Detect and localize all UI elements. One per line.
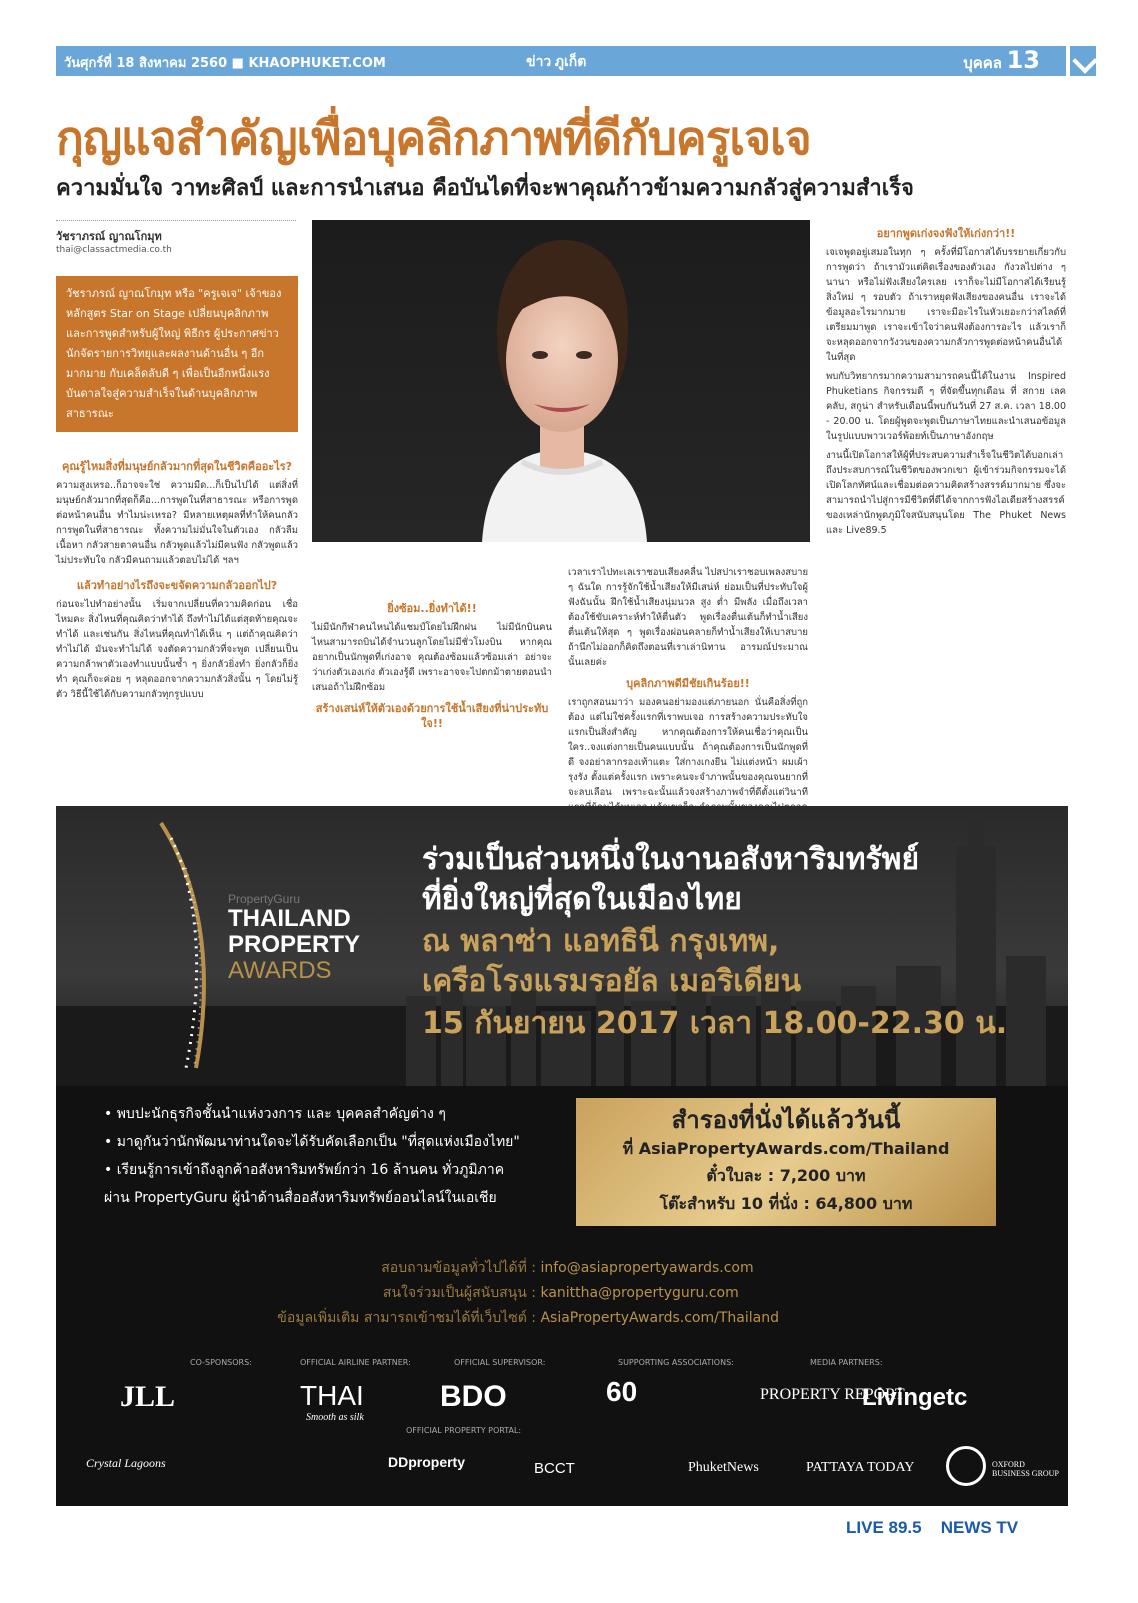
byline [56,220,296,255]
question-heading: อยากพูดเก่งจงฟังให้เก่งกว่า!! [876,227,1016,240]
awards-logo-line-2: PROPERTY [228,931,361,958]
contact-row [256,1256,956,1281]
page-header-bar [56,46,1066,76]
advert-venue-1: ณ พลาซ่า แอทธินี กรุงเทพ, [422,924,780,959]
author-email: thai@classactmedia.co.th [56,245,172,255]
media-partners-label: MEDIA PARTNERS: [810,1358,883,1367]
author-name: วัชราภรณ์ ญาณโกมุท [56,230,162,243]
advert-headline-1: ร่วมเป็นส่วนหนึ่งในงานอสังหาริมทรัพย์ [422,842,920,877]
phuket-news-logo: PhuketNews [688,1460,759,1475]
contact-row [256,1281,956,1306]
advert-bullet: • เรียนรู้การเข้าถึงลูกค้าอสังหาริมทรัพย์กว่า 16 ล้านคน ทั่วภูมิภาค [104,1162,505,1178]
article-column-2 [312,565,552,785]
property-report-logo: PROPERTY REPORT [760,1386,905,1403]
news-tv-logo: NEWS TV [940,1518,1019,1537]
live-radio-logo: LIVE 89.5 [846,1518,922,1537]
contact-email[interactable]: kanittha@propertyguru.com [540,1285,739,1301]
oxford-business-group-logo: OXFORD BUSINESS GROUP [992,1460,1059,1478]
article-subheadline: ความมั่นใจ วาทะศิลป์ และการนำเสนอ คือบันไดที่จะพาคุณก้าวข้ามความกลัวสู่ความสำเร็จ [56,176,914,201]
booking-url[interactable]: ที่ AsiaPropertyAwards.com/Thailand [622,1139,950,1158]
question-heading: บุคลิกภาพดีมีชัยเกินร้อย!! [626,677,750,690]
question-heading: แล้วทำอย่างไรถึงจะขจัดความกลัวออกไป? [76,579,278,592]
contact-label: ข้อมูลเพิ่มเติม สามารถเข้าชมได้ที่เว็บไซต์ : [277,1310,536,1326]
corner-arrow-icon [1070,46,1096,76]
question-heading: สร้างเสน่ห์ให้ตัวเองด้วยการใช้น้ำเสียงที่น่าประทับใจ!! [315,702,549,730]
paragraph: ไม่มีนักกีฬาคนไหนได้แชมป์โดยไม่ฝึกฝน ไม่มีนักบินคนไหนสามารถบินได้จำนวนลูกโดยไม่มีชั่วโมงบิน หากคุณอยากเป็นนักพูดที่เก่งอาจ คุณต้องซ้อมแล้วซ้อมเล่า อย่าจะว่าเก่งตัวเองเก่ง ตัวเองรู้ดี เพราะอาจจะไปตกม้าตายตอนนำเสนอถ้าไม่ฝึกซ้อม [312,622,552,693]
paragraph: เวลาเราไปทะเลเราชอบเสียงคลื่น ไปสปาเราชอบเพลงสบาย ๆ ฉันใด การรู้จักใช้น้ำเสียงให้มีเสน่ห์ ย่อมเป็นที่ประทับใจผู้ฟังฉันนั้น ฝึกใช้น้ำเสียงนุ่มนวล สูง ต่ำ มีพลัง เมื่อถึงเวลาต้องใช้ขับเคราะห์ทำให้ตื่นตัว พูดเรื่องตื่นเต้นก็ทำน้ำเสียงตื่นเต้นให้สุด ๆ พูดเรื่องผ่อนคลายก็ทำน้ำเสียงให้เบาสบาย ถ้านึกไม่ออกก็คิดถึงตอนที่เราเล่านิทาน อารมณ์ประมาณนั้นเลยค่ะ [568,567,809,668]
contact-row [256,1306,956,1331]
awards-logo-line-1: THAILAND [228,905,351,932]
article-column-1 [56,455,298,785]
article-headline: กุญแจสำคัญเพื่อบุคลิกภาพที่ดีกับครูเจเจ [56,111,811,165]
contact-label: สอบถามข้อมูลทั่วไปได้ที่ : [381,1260,536,1276]
masthead-logo: ข่าว ภูเก็ต [526,55,587,70]
issue-date: วันศุกร์ที่ 18 สิงหาคม 2560 ■ KHAOPHUKET.COM [64,56,386,71]
awards-logo-text [228,892,361,984]
advert-date: 15 กันยายน 2017 เวลา 18.00-22.30 น. [422,1006,1008,1041]
paragraph: เจเจพูดอยู่เสมอในทุก ๆ ครั้งที่มีโอกาสได้บรรยายเกี่ยวกับการพูดว่า ถ้าเรามัวแต่คิดเรื่องของตัวเอง กังวลไปต่าง ๆ นานา หรือไม่ฟังเสียงใครเลย เราก็จะไม่มีโอกาสได้เรียนรู้สิ่งใหม่ ๆ รอบตัว ถ้าเราหยุดฟังเสียงของคนอื่น เราจะได้ข้อมูลอะไรมากมาย เราจะมีอะไรในหัวเยอะกว่าสไลด์ที่เตรียมมาพูด เราจะเข้าใจว่าคนฟังต้องการอะไร แล้วเราก็จะหลุดออกจากวังวนของความกลัวการพูดต่อหน้าคนอื่นได้ในที่สุด [826,247,1066,363]
advert-bullet: • พบปะนักธุรกิจชั้นนำแห่งวงการ และ บุคคลสำคัญต่าง ๆ [104,1106,446,1122]
page-number: 13 [1006,46,1040,74]
thai-airways-tagline: Smooth as silk [306,1412,364,1423]
article-column-4 [826,220,1066,785]
advert-banner [56,806,1068,1086]
booking-box [576,1098,996,1226]
ddproperty-logo: DDproperty [388,1454,466,1470]
paragraph [312,565,552,595]
airline-partner-label: OFFICIAL AIRLINE PARTNER: [300,1358,411,1367]
booking-title: สำรองที่นั่งได้แล้ววันนี้ [671,1106,901,1134]
advert-bullets [104,1100,584,1212]
awards-logo-line-3: AWARDS [228,957,332,984]
property-portal-label: OFFICIAL PROPERTY PORTAL: [406,1426,522,1435]
supervisor-label: OFFICIAL SUPERVISOR: [454,1358,546,1367]
advert-bullet: ผ่าน PropertyGuru ผู้นำด้านสื่ออสังหาริมทรัพย์ออนไลน์ในเอเชีย [104,1190,497,1206]
thai-airways-logo: THAI [300,1380,364,1411]
co-sponsors-label: CO-SPONSORS: [190,1358,252,1367]
amcham-logo: 60 [606,1376,638,1407]
contact-label: สนใจร่วมเป็นผู้สนับสนุน : [382,1285,536,1301]
portrait-photo [312,220,810,542]
advert-bullet: • มาดูกันว่านักพัฒนาท่านใดจะได้รับคัดเลือกเป็น "ที่สุดแห่งเมืองไทย" [104,1134,520,1150]
article-column-3 [568,565,809,798]
paragraph: ก่อนจะไปทำอย่างนั้น เริ่มจากเปลี่ยนที่ความคิดก่อน เชื่อไหมคะ สิ่งไหนที่คุณคิดว่าทำได้ ถึงทำไม่ได้แต่สุดท้ายคุณจะทำได้ และเช่นกัน สิ่งไหนที่คุณทำได้เห็น ๆ แต่ถ้าคุณคิดว่าทำไม่ได้ มันจะทำไม่ได้ จงตัดความกลัวที่จะพูด เปลี่ยนเป็นความกล้าพาตัวเองทำแบบนั้นซ้ำ ๆ ยิ่งกลัวยิ่งทำ ยิ่งกลัวก็ยิ่งทำ คุณก็จะค่อย ๆ หลุดออกจากความกลัวสิ่งนั้น ๆ โดยไม่รู้ตัว วิธีนี้ใช้ได้กับความกลัวทุกรูปแบบ [56,599,298,700]
property-awards-advert [56,806,1068,1506]
paragraph: เราถูกสอนมาว่า มองคนอย่ามองแต่ภายนอก นั่นคือสิ่งที่ถูกต้อง แต่ไม่ใช่ครั้งแรกที่เราพบเจอ การสร้างความประทับใจแรกเป็นสิ่งสำคัญ หากคุณต้องการให้คนเชื่อว่าคุณเป็นใคร..จงแต่งกายเป็นคนแบบนั้น ถ้าคุณต้องการเป็นนักพูดที่ดี จงอย่าลากรองเท้าแตะ ใส่กางเกงยีน ไม่แต่งหน้า ผมเผ้ารุงรัง ตั้งแต่ครั้งแรก เพราะคนจะจำภาพนั้นของคุณจนยากที่จะลบเลือน เพราะฉะนั้นแล้วจงสร้างภาพจำที่ดีตั้งแต่วินาที [568,697,808,798]
section-label: บุคคล [963,54,1002,72]
contact-email[interactable]: info@asiapropertyawards.com [540,1260,754,1276]
paragraph: ความสูงเหรอ..ก็อาจจะใช่ ความมืด...ก็เป็นไปได้ แต่สิ่งที่มนุษย์กลัวมากที่สุดก็คือ...การพูดในที่สาธารณะ หรือการพูดต่อหน้าคนอื่น ทำไมน่ะเหรอ? มีหลายเหตุผลที่ทำให้คนกลัวการพูดในที่สาธารณะ ทั้งความไม่มั่นใจในตัวเอง กลัวลืมเนื้อหา กลัวสายตาคนอื่น กลัวพูดแล้วไม่มีคนฟัง กลัวพูดแล้วไม่ประทับใจ กลัวมีคนถามแล้วตอบไม่ได้ ฯลฯ [56,480,298,566]
advert-venue-2: เครือโรงแรมรอยัล เมอริเดียน [422,964,802,999]
jll-logo: JLL [120,1380,176,1413]
crystal-lagoons-logo: Crystal Lagoons [86,1456,166,1470]
paragraph: พบกับวิทยากรมากความสามารถคนนี้ได้ในงาน Inspired Phuketians กิจกรรมดี ๆ ที่จัดขึ้นทุกเดือน ที่ สกาย เลค คลับ, สกูน่า สำหรับเดือนนี้พบกันวันที่ 27 ส.ค. เวลา 18.00 - 20.00 น. โดยผู้พูดจะพูดเป็นภาษาไทยและนำเสนอข้อมูลในรูปแบบพาวเวอร์พ้อยท์เป็นภาษาอังกฤษ [826,371,1066,442]
awards-brand: PropertyGuru [228,892,301,906]
pattaya-today-logo: PATTAYA TODAY [806,1460,915,1475]
paragraph: งานนี้เปิดโอกาสให้ผู้ที่ประสบความสำเร็จในชีวิตได้บอกเล่าถึงประสบการณ์ในชีวิตของพวกเขา ผู้เข้าร่วมกิจกรรมจะได้เปิดโลกทัศน์และเชื่อมต่อความคิดสร้างสรรค์มากมาย ซึ่งจะสามารถนำไปสู่การมีชีวิตที่ดีได้จากการฟังไอเดียสร้างสรรค์ของเหล่านักพูดภูมิใจสนับสนุนโดย The Phuket News และ Live89.5 [826,450,1066,536]
advert-headline-2: ที่ยิ่งใหญ่ที่สุดในเมืองไทย [422,882,742,917]
livingetc-logo: Livingetc [862,1384,968,1411]
question-heading: ยิ่งซ้อม..ยิ่งทำได้!! [387,602,477,615]
ticket-price: ตั๋วใบละ : 7,200 บาท [706,1166,866,1185]
contact-list [256,1256,956,1331]
bdo-logo: BDO [440,1380,507,1413]
question-heading: คุณรู้ไหมสิ่งที่มนุษย์กลัวมากที่สุดในชีวิตคืออะไร? [61,460,293,473]
oxford-ring-icon [946,1446,986,1486]
associations-label: SUPPORTING ASSOCIATIONS: [618,1358,734,1367]
bcct-logo: BCCT [534,1460,575,1477]
footer-logos [846,1518,1076,1544]
contact-website[interactable]: AsiaPropertyAwards.com/Thailand [540,1310,779,1326]
intro-box: วัชราภรณ์ ญาณโกมุท หรือ "ครูเจเจ" เจ้าของหลักสูตร Star on Stage เปลี่ยนบุคลิกภาพและการพูดสำหรับผู้ใหญ่ พิธีกร ผู้ประกาศข่าว นักจัดรายการวิทยุและผลงานด้านอื่น ๆ อีกมากมาย กับเคล็ดลับดี ๆ เพื่อเป็นอีกหนึ่งแรงบันดาลใจสู่ความสำเร็จในด้านบุคลิกภาพสาธารณะ [56,276,298,432]
table-price: โต๊ะสำหรับ 10 ที่นั่ง : 64,800 บาท [659,1194,913,1213]
